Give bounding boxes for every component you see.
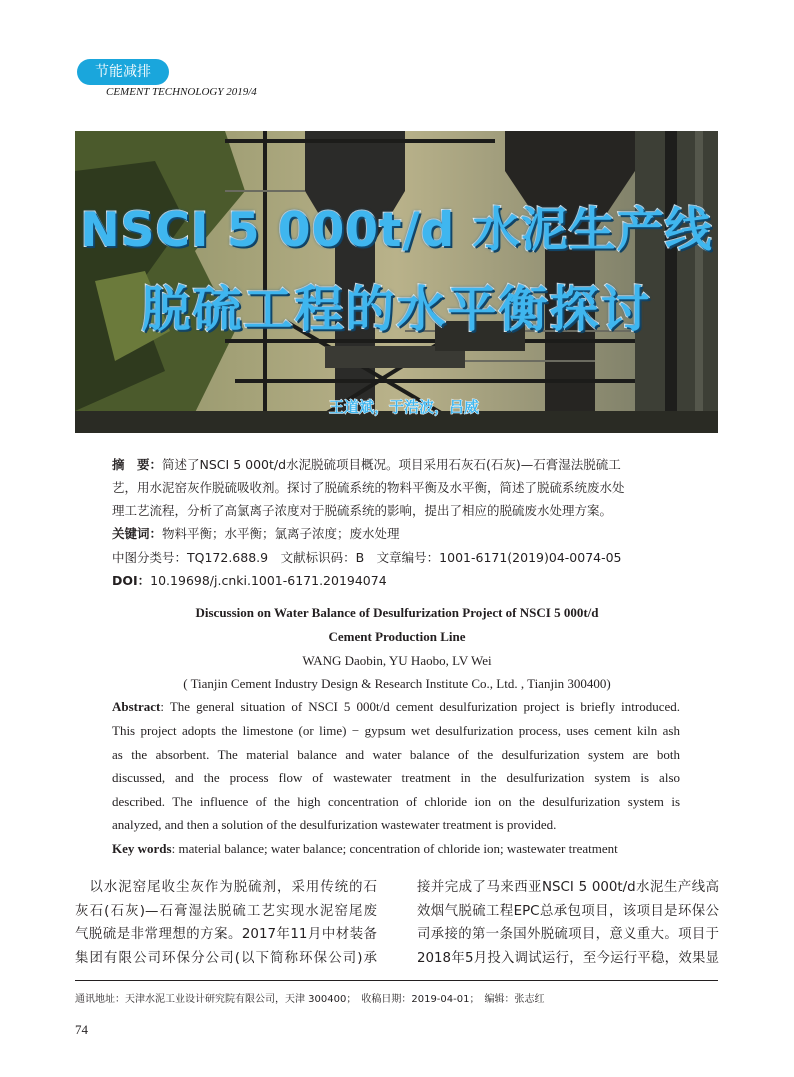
body-col1-line-3: 气脱硫是非常理想的方案。2017年11月中材装备 xyxy=(75,927,377,942)
body-col2-line-2: 效烟气脱硫工程EPC总承包项目，该项目是环保公 xyxy=(417,904,719,919)
abstract-cn-label: 摘 要： xyxy=(112,457,163,472)
doi-value: 10.19698/j.cnki.1001-6171.20194074 xyxy=(150,573,387,588)
english-keywords xyxy=(112,841,680,857)
body-col1-line-2: 灰石(石灰)—石膏湿法脱硫工艺实现水泥窑尾废 xyxy=(75,904,377,919)
page-number: 74 xyxy=(75,1022,88,1037)
abstract-cn-text: 简述了NSCI 5 000t/d水泥脱硫项目概况。项目采用石灰石(石灰)—石膏湿法脱硫工 xyxy=(162,457,621,472)
english-abstract-line-1 xyxy=(112,699,680,715)
english-abstract-line-4: discussed, and the process flow of wastewater treatment in the desulfurization system is also xyxy=(112,770,680,785)
keywords-cn-text: 物料平衡；水平衡；氯离子浓度；废水处理 xyxy=(162,526,400,541)
classification-line: 中图分类号：TQ172.688.9 文献标识码：B 文章编号：1001-6171(2019)04-0074-05 xyxy=(112,550,622,565)
abstract-cn-line-2: 艺，用水泥窑灰作脱硫吸收剂。探讨了脱硫系统的物料平衡及水平衡，简述了脱硫系统废水处 xyxy=(112,480,625,495)
english-authors: WANG Daobin, YU Haobo, LV Wei xyxy=(302,653,492,668)
footnote: 通讯地址：天津水泥工业设计研究院有限公司，天津 300400； 收稿日期：2019-04-01； 编辑：张志红 xyxy=(75,994,545,1005)
body-col1-line-1: 以水泥窑尾收尘灰作为脱硫剂，采用传统的石 xyxy=(75,880,377,895)
hero-title-line-1: NSCI 5 000t/d 水泥生产线 xyxy=(80,203,713,258)
abstract-cn-line-1 xyxy=(112,455,621,473)
english-abstract-line-6: analyzed, and then a solution of the desulfurization wastewater treatment is provided. xyxy=(112,817,557,832)
english-abstract-line-2: This project adopts the limestone (or lime) − gypsum wet desulfurization process, uses cement kiln ash xyxy=(112,723,680,738)
hero-banner xyxy=(75,131,718,433)
doi-label: DOI： xyxy=(112,573,151,588)
hero-authors: 王道斌，于浩波，吕威 xyxy=(329,398,480,416)
english-abstract-line-5: described. The influence of the high concentration of chloride ion on the desulfurization system is xyxy=(112,794,680,809)
english-title-line-2: Cement Production Line xyxy=(328,629,466,644)
footnote-divider xyxy=(75,980,718,981)
english-abstract-text: : The general situation of NSCI 5 000t/d cement desulfurization project is briefly introduced. xyxy=(160,699,680,714)
english-abstract-line-3: as the absorbent. The material balance and water balance of the desulfurization system are both xyxy=(112,747,680,762)
body-col2-line-1: 接并完成了马来西亚NSCI 5 000t/d水泥生产线高 xyxy=(417,880,719,895)
body-col2-line-3: 司承接的第一条国外脱硫项目，意义重大。项目于 xyxy=(417,927,719,942)
body-col2-line-4: 2018年5月投入调试运行，至今运行平稳，效果显 xyxy=(417,951,719,966)
keywords-cn xyxy=(112,524,400,542)
english-keywords-text: : material balance; water balance; concentration of chloride ion; wastewater treatment xyxy=(171,841,618,856)
hero-title-line-2: 脱硫工程的水平衡探讨 xyxy=(141,281,652,338)
section-badge: 节能减排 xyxy=(77,59,169,85)
english-affiliation: ( Tianjin Cement Industry Design & Research Institute Co., Ltd. , Tianjin 300400) xyxy=(183,676,611,691)
doi-line xyxy=(112,571,387,589)
keywords-cn-label: 关键词： xyxy=(112,526,163,541)
english-keywords-label: Key words xyxy=(112,841,172,856)
body-col1-line-4: 集团有限公司环保分公司(以下简称环保公司)承 xyxy=(75,951,377,966)
abstract-cn-line-3: 理工艺流程，分析了高氯离子浓度对于脱硫系统的影响，提出了相应的脱硫废水处理方案。 xyxy=(112,503,613,518)
english-abstract-label: Abstract xyxy=(112,699,161,714)
journal-running-header: CEMENT TECHNOLOGY 2019/4 xyxy=(106,86,257,98)
english-title-line-1: Discussion on Water Balance of Desulfurization Project of NSCI 5 000t/d xyxy=(195,605,599,620)
